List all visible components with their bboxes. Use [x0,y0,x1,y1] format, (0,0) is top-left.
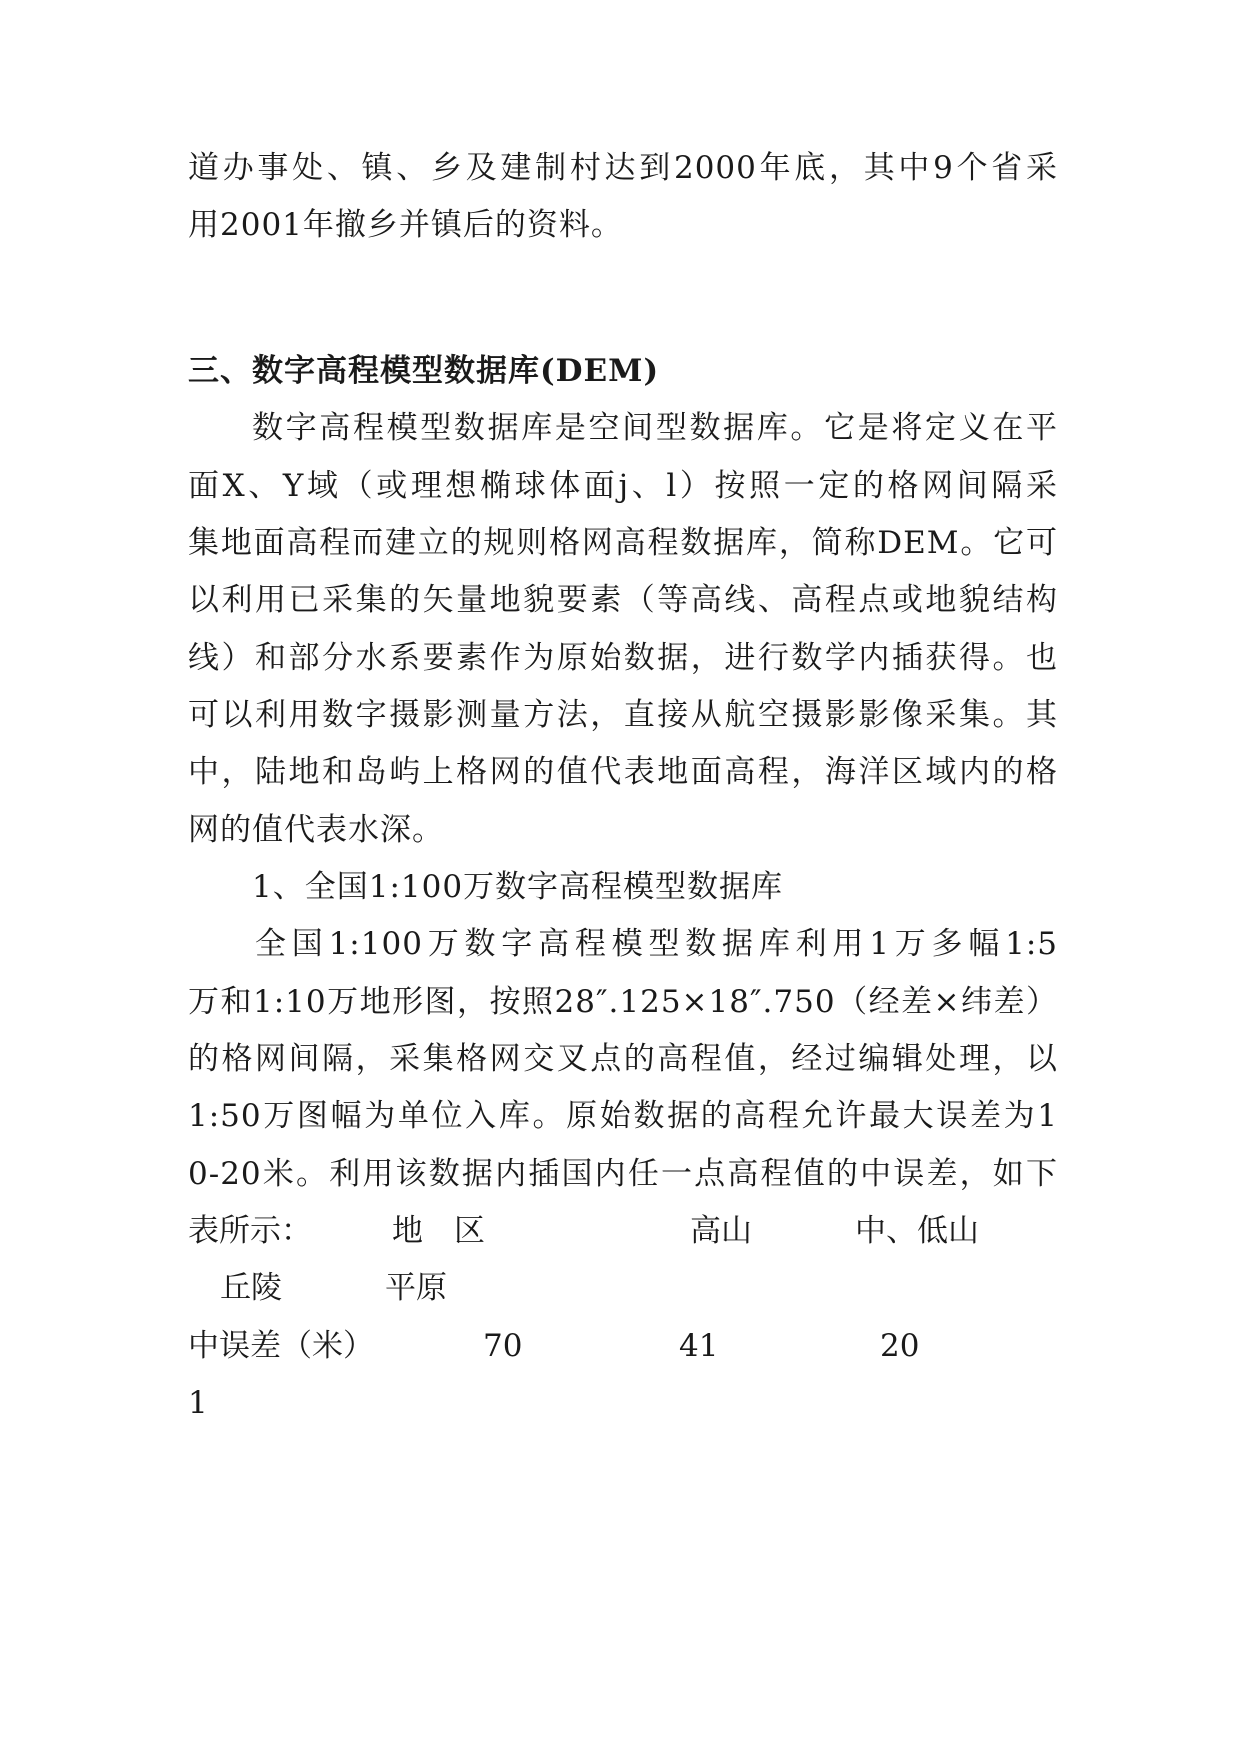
page-number: 1 [188,1385,208,1421]
table-row-label: 中误差（米） [188,1328,374,1364]
table-column-header: 平原 [385,1270,447,1306]
paragraph-line: 可以利用数字摄影测量方法，直接从航空摄影影像采集。其 [188,697,1058,733]
paragraph-line: 网的值代表水深。 [188,812,444,848]
table-column-header: 丘陵 [220,1270,282,1306]
table-cell: 20 [880,1328,920,1364]
table-cell: 41 [679,1328,719,1364]
paragraph-line: 以利用已采集的矢量地貌要素（等高线、高程点或地貌结构 [188,582,1058,618]
paragraph-line: 中，陆地和岛屿上格网的值代表地面高程，海洋区域内的格 [188,754,1058,790]
section-heading: 三、数字高程模型数据库(DEM) [188,353,660,389]
paragraph-line: 0-20米。利用该数据内插国内任一点高程值的中误差，如下 [188,1156,1058,1192]
paragraph-line: 道办事处、镇、乡及建制村达到2000年底，其中9个省采 [188,150,1058,186]
table-intro: 表所示： [188,1213,312,1249]
paragraph-line: 线）和部分水系要素作为原始数据，进行数学内插获得。也 [188,640,1058,676]
table-column-header: 高山 [690,1213,752,1249]
paragraph-line: 万和1:10万地形图，按照28″.125×18″.750（经差×纬差） [188,984,1058,1020]
table-header-label: 地 区 [392,1213,485,1249]
paragraph-line: 的格网间隔，采集格网交叉点的高程值，经过编辑处理，以 [188,1041,1058,1077]
paragraph-line: 用2001年撤乡并镇后的资料。 [188,207,623,243]
paragraph-line: 全国1:100万数字高程模型数据库利用1万多幅1:5 [255,926,1058,962]
paragraph-line: 面X、Y域（或理想椭球体面j、l）按照一定的格网间隔采 [188,468,1058,504]
paragraph-line: 1:50万图幅为单位入库。原始数据的高程允许最大误差为1 [188,1098,1058,1134]
subsection-heading: 1、全国1:100万数字高程模型数据库 [252,869,784,905]
paragraph-line: 数字高程模型数据库是空间型数据库。它是将定义在平 [252,410,1058,446]
paragraph-line: 集地面高程而建立的规则格网高程数据库，简称DEM。它可 [188,525,1058,561]
table-cell: 70 [483,1328,523,1364]
table-column-header: 中、低山 [855,1213,979,1249]
